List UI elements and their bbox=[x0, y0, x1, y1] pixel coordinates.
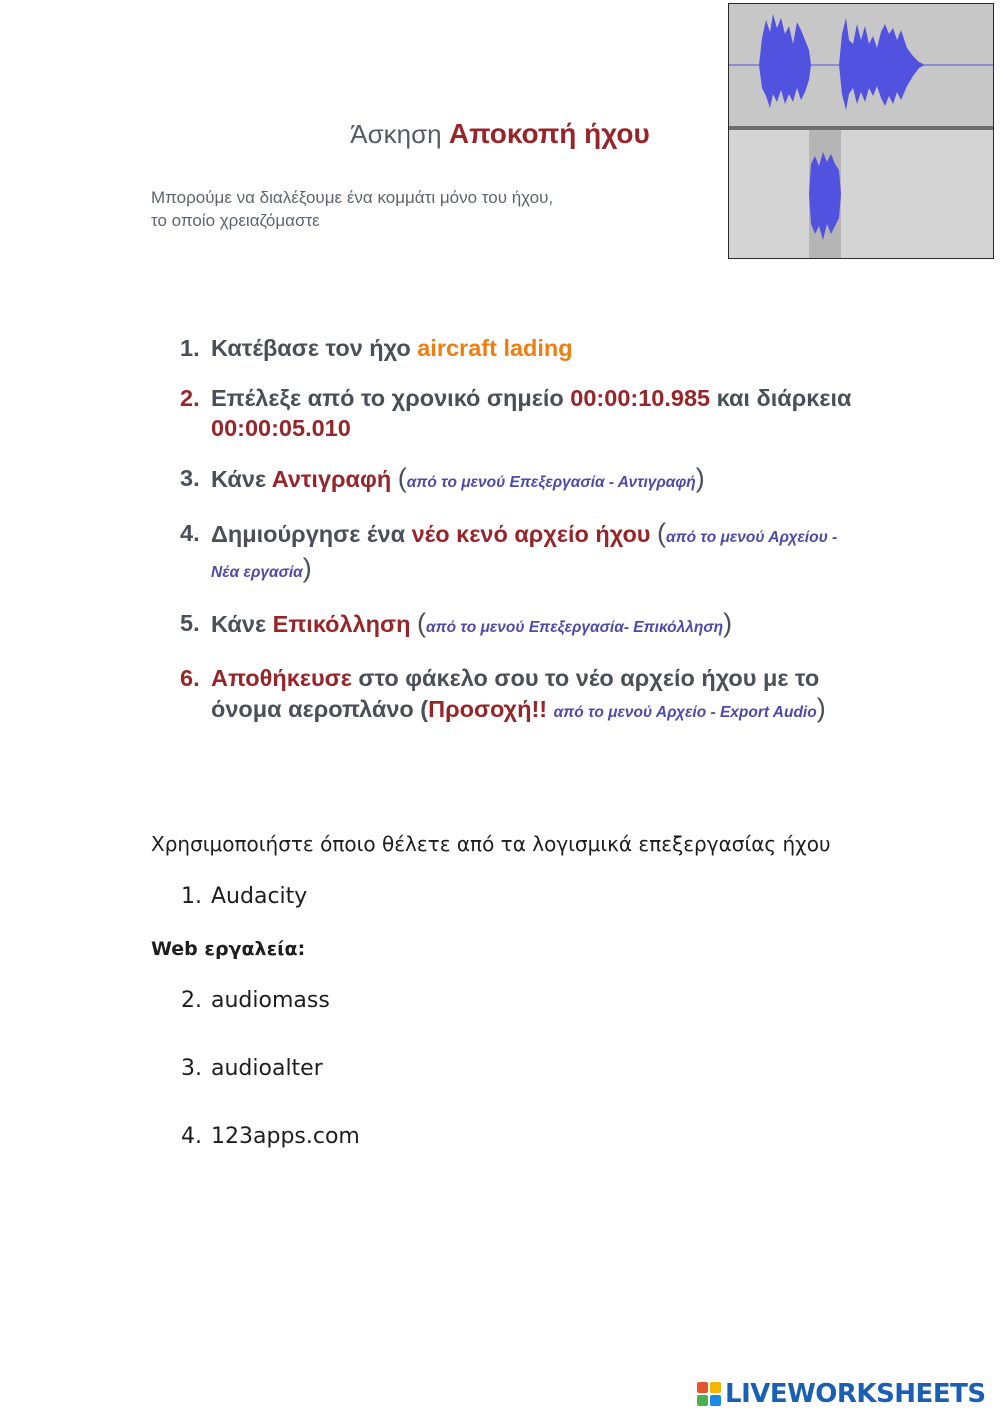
tool-label: audioalter bbox=[211, 1056, 323, 1081]
instruction-step-4: 4. Δημιούργησε ένα νέο κενό αρχείο ήχου (από το μενού Αρχείου - Νέα εργασία) bbox=[180, 518, 838, 583]
tool-item-audiomass bbox=[181, 988, 330, 1013]
tool-item-audioalter bbox=[181, 1056, 323, 1081]
step-number: 4. bbox=[180, 520, 200, 546]
instruction-step-1 bbox=[180, 333, 860, 363]
step-text: και διάρκεια bbox=[710, 385, 852, 411]
tool-label: audiomass bbox=[211, 988, 330, 1013]
step-number: 5. bbox=[180, 610, 200, 636]
tools-intro: Χρησιμοποιήστε όποιο θέλετε από τα λογισμικά επεξεργασίας ήχου bbox=[151, 832, 831, 856]
title-prefix: Άσκηση bbox=[350, 119, 442, 149]
step-action: Αντιγραφή bbox=[271, 466, 392, 492]
step-number: 3. bbox=[180, 465, 200, 491]
start-time: 00:00:10.985 bbox=[570, 385, 711, 411]
tool-number: 3. bbox=[181, 1056, 202, 1081]
instruction-step-5: 5. Κάνε Επικόλληση (από το μενού Επεξεργασία- Επικόλληση) bbox=[180, 608, 733, 638]
tool-number: 2. bbox=[181, 988, 202, 1013]
step-text: Κάνε bbox=[211, 611, 273, 637]
tool-item-audacity bbox=[181, 884, 307, 909]
step-menu-note: από το μενού Επεξεργασία- Επικόλληση bbox=[425, 619, 724, 636]
step-action: Επικόλληση bbox=[272, 611, 411, 637]
brand-name: LIVEWORKSHEETS bbox=[725, 1379, 986, 1409]
step-text: Κάνε bbox=[211, 466, 272, 492]
tool-item-123apps bbox=[181, 1124, 360, 1149]
step-text: Επέλεξε από το χρονικό σημείο bbox=[211, 385, 571, 411]
step-action: Αποθήκευσε bbox=[211, 665, 352, 691]
page-title bbox=[0, 118, 1000, 150]
instruction-step-2 bbox=[180, 383, 860, 443]
step-menu-note: από το μενού Επεξεργασία - Αντιγραφή bbox=[406, 474, 696, 491]
step-number: 1. bbox=[180, 335, 200, 361]
subtitle-line-1: Μπορούμε να διαλέξουμε ένα κομμάτι μόνο του ήχου, bbox=[151, 188, 554, 207]
step-highlight: aircraft lading bbox=[417, 335, 573, 361]
step-action: νέο κενό αρχείο ήχου bbox=[411, 521, 651, 547]
liveworksheets-logo-icon bbox=[697, 1382, 721, 1406]
step-menu-note: από το μενού Αρχείου - Νέα εργασία bbox=[211, 529, 838, 581]
brand-footer bbox=[697, 1378, 986, 1410]
step-warning: Προσοχή!! bbox=[428, 696, 548, 722]
step-text: στο φάκελο σου το νέο αρχείο ήχου με το όνομα αεροπλάνο ( bbox=[211, 665, 820, 722]
web-tools-heading: Web εργαλεία: bbox=[151, 938, 306, 960]
step-text: Κατέβασε τον ήχο bbox=[211, 335, 418, 361]
tool-number: 4. bbox=[181, 1124, 202, 1149]
subtitle-line-2: το οποίο χρειαζόμαστε bbox=[151, 211, 320, 230]
step-text: Δημιούργησε ένα bbox=[211, 521, 412, 547]
page-subtitle bbox=[151, 186, 671, 232]
instruction-step-6: 6. Αποθήκευσε στο φάκελο σου το νέο αρχείο ήχου με το όνομα αεροπλάνο (Προσοχή!! από το μενού Αρχείο - Export Audio) bbox=[180, 665, 826, 723]
tool-label: Audacity bbox=[211, 884, 308, 909]
duration-time: 00:00:05.010 bbox=[211, 415, 351, 441]
step-number: 2. bbox=[180, 385, 200, 411]
tool-number: 1. bbox=[181, 884, 202, 909]
title-main: Αποκοπή ήχου bbox=[448, 118, 650, 149]
step-number: 6. bbox=[180, 665, 200, 691]
step-menu-note: από το μενού Αρχείο - Export Audio bbox=[553, 704, 817, 721]
instruction-list bbox=[180, 333, 860, 748]
tool-label: 123apps.com bbox=[211, 1124, 360, 1149]
instruction-step-3: 3. Κάνε Αντιγραφή (από το μενού Επεξεργασία - Αντιγραφή) bbox=[180, 463, 705, 493]
